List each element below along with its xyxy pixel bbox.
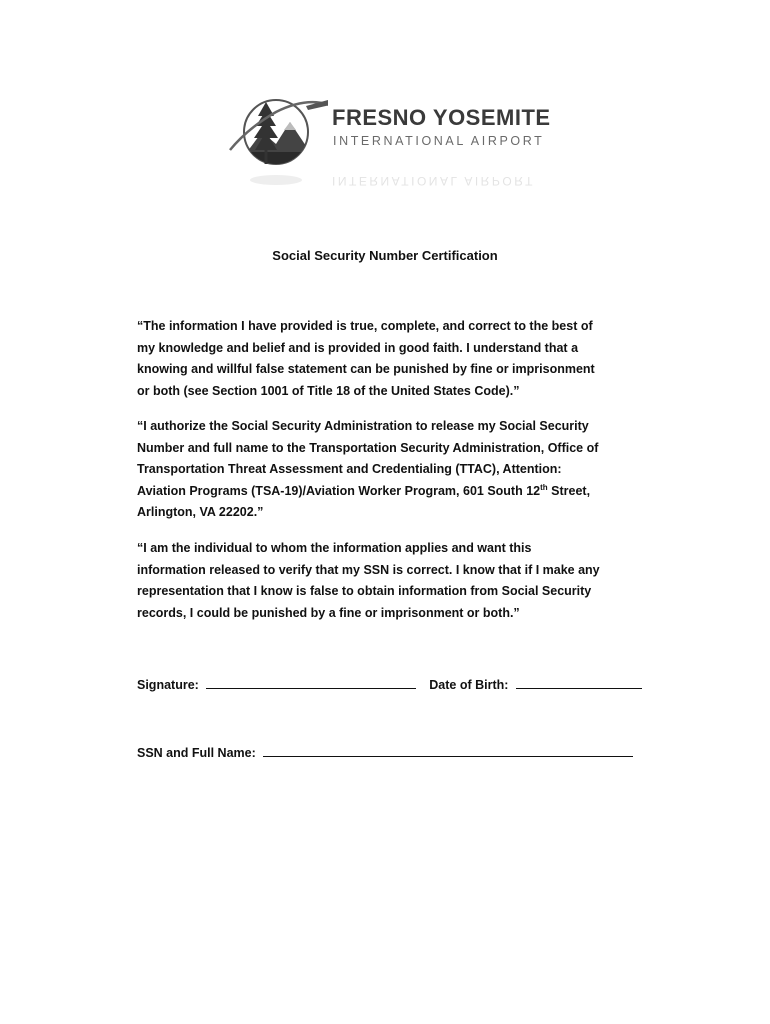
signature-label: Signature: — [137, 678, 199, 692]
individual-paragraph — [137, 538, 637, 624]
airport-logo — [228, 92, 558, 192]
paragraph-line: or both (see Section 1001 of Title 18 of the United States Code).” — [137, 383, 520, 398]
paragraph-line: Arlington, VA 22202.” — [137, 505, 264, 519]
paragraph-line: my knowledge and belief and is provided in good faith. I understand that a — [137, 340, 579, 355]
paragraph-line: Number and full name to the Transportation Security Administration, Office of — [137, 440, 599, 455]
paragraph-line: “I authorize the Social Security Administration to release my Social Security — [137, 419, 589, 433]
address-text: Aviation Programs (TSA-19)/Aviation Worker Program, 601 South 12 — [137, 483, 541, 498]
logo-title: FRESNO YOSEMITE — [332, 105, 551, 130]
signature-field[interactable] — [206, 676, 416, 689]
paragraph-line — [137, 481, 637, 503]
paragraph-line: “The information I have provided is true, complete, and correct to the best of — [137, 319, 593, 333]
paragraph-line: representation that I know is false to obtain information from Social Security — [137, 584, 592, 598]
ordinal-suffix: th — [540, 482, 548, 492]
address-street: Street, — [547, 483, 591, 498]
paragraph-line: “I am the individual to whom the information applies and want this — [137, 541, 532, 555]
paragraph-line: Transportation Threat Assessment and Credentialing (TTAC), Attention: — [137, 462, 562, 476]
ssn-full-name-field[interactable] — [263, 744, 633, 757]
ssn-row — [137, 744, 633, 760]
paragraph-line: knowing and willful false statement can be punished by fine or imprisonment — [137, 362, 595, 376]
document-title: Social Security Number Certification — [272, 248, 498, 263]
airport-emblem-icon — [228, 92, 328, 192]
signature-row — [137, 676, 642, 692]
logo-reflection: INTERNATIONAL AIRPORT — [332, 174, 535, 188]
certification-paragraph — [137, 316, 637, 402]
date-of-birth-field[interactable] — [516, 676, 642, 689]
logo-subtitle: INTERNATIONAL AIRPORT — [333, 134, 545, 148]
ssn-label: SSN and Full Name: — [137, 746, 256, 760]
authorization-paragraph — [137, 416, 637, 524]
paragraph-line: records, I could be punished by a fine or imprisonment or both.” — [137, 605, 520, 620]
paragraph-line: information released to verify that my SSN is correct. I know that if I make any — [137, 562, 600, 577]
date-of-birth-label: Date of Birth: — [429, 678, 509, 692]
